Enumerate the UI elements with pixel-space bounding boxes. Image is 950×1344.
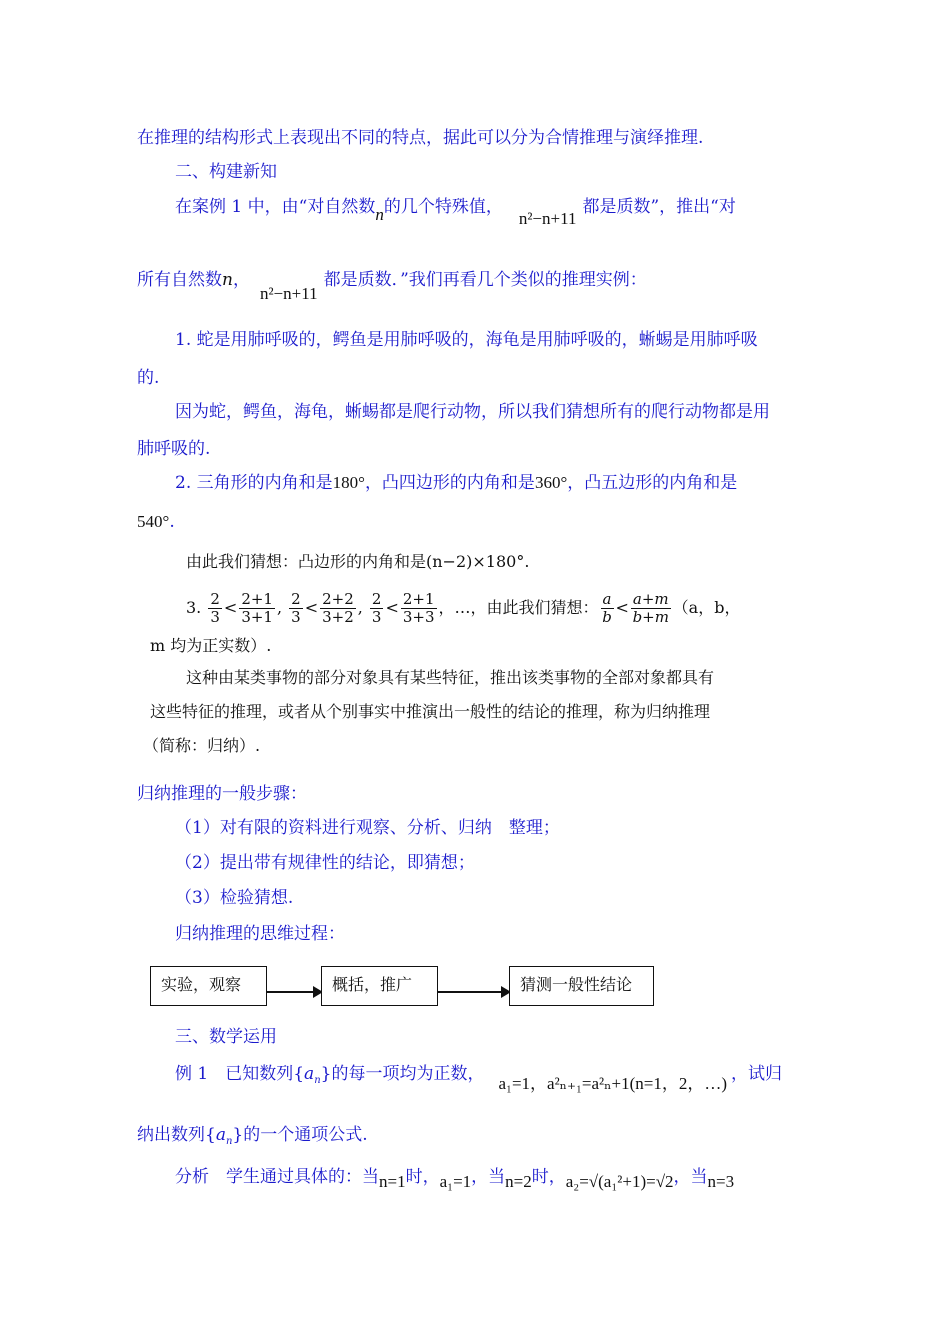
analysis-text-c: ，当 <box>471 1167 506 1187</box>
case-1-line <box>175 195 736 228</box>
definition-line-3: （简称：归纳）. <box>143 736 261 755</box>
ex3-tail: （a，b， <box>672 598 741 617</box>
angle-540: 540° <box>137 512 170 531</box>
case2-text-a: 所有自然数 <box>137 270 222 290</box>
example-1-statement <box>175 1062 782 1093</box>
example-2-guess: 由此我们猜想：凸边形的内角和是(n−2)×180°. <box>186 552 530 571</box>
angle-360: 360° <box>534 473 568 492</box>
example-3-line: 3. $\frac{2}{3}$ < $\frac{2+1}{3+1}$ , $\frac{2}{3}$ < $\frac{2+2}{3+2}$ , $\frac{2}{3}$ < $\frac{2+1}{3+3}$ ，…，由此我们猜想： $\frac{a}{b}$ < $\frac{a+m}{b+m}$ （a，b， <box>186 590 741 626</box>
ex2-text-d: . <box>169 512 175 532</box>
flow-box-conjecture: 猜测一般性结论 <box>509 966 654 1006</box>
analysis-line <box>175 1165 734 1189</box>
example1-label: 例 1 已知数列{ <box>175 1064 305 1084</box>
flow-arrow-1 <box>267 991 321 993</box>
ex2-text-a: 2. 三角形的内角和是 <box>175 473 333 493</box>
example1-line2-a: 纳出数列{ <box>137 1125 216 1145</box>
example-1-line-4: 肺呼吸的. <box>137 439 211 459</box>
process-title: 归纳推理的思维过程： <box>175 924 345 944</box>
section-3-heading: 三、数学运用 <box>175 1027 277 1047</box>
steps-title: 归纳推理的一般步骤： <box>137 784 307 804</box>
fraction-3-4: $\frac{2+1}{3+1}$ <box>241 590 273 626</box>
example-1-line-2: 的. <box>137 368 160 388</box>
case-text-b: 的几个特殊值， <box>383 197 503 217</box>
case2-polynomial: n²−n+11 <box>259 284 318 303</box>
case-text-c: 都是质数”，推出“对 <box>582 197 736 217</box>
analysis-text-e: ，当 <box>673 1167 708 1187</box>
case-polynomial: n²−n+11 <box>518 209 577 228</box>
ex2-text-c: ，凸五边形的内角和是 <box>567 473 738 493</box>
example1-text-b: }的每一项均为正数， <box>320 1064 485 1084</box>
fraction-4-5: $\frac{2+2}{3+2}$ <box>322 590 354 626</box>
analysis-text-b: 时， <box>405 1167 440 1187</box>
analysis-a2: a₂=√(a₁²+1)=√2 <box>565 1172 674 1191</box>
analysis-n1: n=1 <box>379 1172 406 1191</box>
analysis-a1: a₁=1 <box>439 1172 472 1191</box>
intro-tail-line: 在推理的结构形式上表现出不同的特点，据此可以分为合情推理与演绎推理. <box>137 128 704 148</box>
example1-line2-b: }的一个通项公式. <box>232 1125 368 1145</box>
example-2-line-2 <box>137 510 175 534</box>
angle-180: 180° <box>332 473 365 492</box>
ex2-text-b: ，凸四边形的内角和是 <box>364 473 535 493</box>
example-1-statement-2 <box>137 1123 368 1154</box>
flow-arrow-2 <box>438 991 509 993</box>
fraction-2-3-c: $\frac{2}{3}$ <box>371 590 382 626</box>
case2-text-b: 都是质数．”我们再看几个类似的推理实例： <box>323 270 647 290</box>
ex3-number: 3. <box>186 598 202 617</box>
example1-sub-n: n <box>314 1075 321 1086</box>
case2-var-n: n <box>222 270 233 290</box>
flow-box-observe: 实验，观察 <box>150 966 267 1006</box>
case-text-a: 在案例 1 中，由“对自然数 <box>175 197 376 217</box>
analysis-text-d: 时， <box>531 1167 566 1187</box>
analysis-n2: n=2 <box>505 1172 532 1191</box>
fraction-2-3-b: $\frac{2}{3}$ <box>291 590 301 626</box>
ex3-mid-text: ，…，由此我们猜想： <box>438 598 599 617</box>
analysis-text-a: 分析 学生通过具体的：当 <box>175 1167 379 1187</box>
fraction-a-b: $\frac{a}{b}$ <box>602 590 612 626</box>
case-var-n: n <box>375 205 384 224</box>
fraction-am-bm: $\frac{a+m}{b+m}$ <box>632 590 669 626</box>
example-1-line-3: 因为蛇，鳄鱼，海龟，蜥蜴都是爬行动物，所以我们猜想所有的爬行动物都是用 <box>175 402 770 422</box>
example1-var-a: a <box>304 1064 315 1084</box>
fraction-2-3-a: $\frac{2}{3}$ <box>210 590 220 626</box>
example1-condition: a₁=1，a²ₙ₊₁=a²ₙ+1(n=1，2，…) <box>498 1074 728 1093</box>
example1-text-c: ，试归 <box>731 1064 783 1084</box>
section-2-heading: 二、构建新知 <box>175 162 277 182</box>
case2-comma: ， <box>232 270 250 290</box>
flow-box-generalize: 概括，推广 <box>321 966 438 1006</box>
definition-line-1: 这种由某类事物的部分对象具有某些特征，推出该类事物的全部对象都具有 <box>186 668 715 687</box>
example-2-line <box>175 471 737 495</box>
example-1-line-1: 1. 蛇是用肺呼吸的，鳄鱼是用肺呼吸的，海龟是用肺呼吸的，蜥蜴是用肺呼吸 <box>175 330 758 350</box>
step-3: （3）检验猜想. <box>175 888 294 908</box>
analysis-n3: n=3 <box>707 1172 735 1191</box>
step-2: （2）提出带有规律性的结论，即猜想； <box>175 853 475 873</box>
step-1: （1）对有限的资料进行观察、分析、归纳 整理； <box>175 818 560 838</box>
example1-line2-var-a: a <box>215 1125 226 1145</box>
example-3-line-2: m 均为正实数）. <box>150 636 272 655</box>
fraction-3-6: $\frac{2+1}{3+3}$ <box>402 590 435 626</box>
example1-line2-sub-n: n <box>225 1136 233 1147</box>
case-1-line-2 <box>137 268 647 303</box>
definition-line-2: 这些特征的推理，或者从个别事实中推演出一般性的结论的推理，称为归纳推理 <box>150 702 711 721</box>
